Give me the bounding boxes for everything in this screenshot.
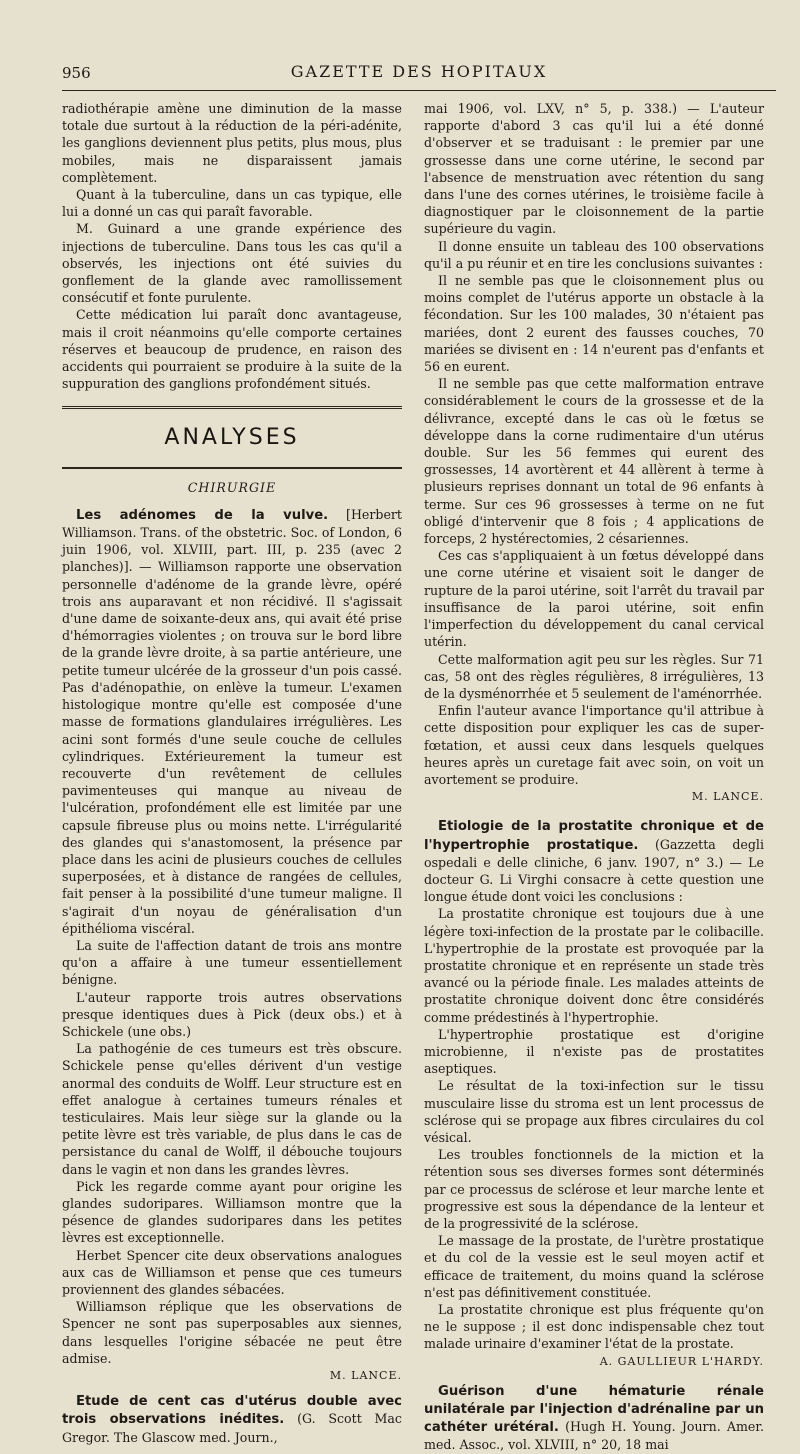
paragraph: Enfin l'auteur avance l'importance qu'il attribue à cette disposition pour expliquer les cas de super-fœtation, et aussi ceux dans lesquels quelques heures après un curetage fait avec soin, on voit un avortement se produire. [424,703,764,787]
article-title: Etiologie de la prostatite chronique et de l'hypertrophie prostatique. [424,819,764,853]
paragraph: La prostatite chronique est toujours due à une légère toxi-infection de la prostate par le colibacille. L'hypertrophie de la prostate est provoquée par la prostatite chronique et en représente un stade très avancé ou la période finale. Les malades atteints de prostatite chronique doivent donc être considérés comme prédestinés à l'hypertrophie. [424,906,764,1025]
paragraph: Les troubles fonctionnels de la miction et la rétention sous ses diverses formes sont déterminés par ce processus de sclérose et leur marche lente et progressive est sous la dépendance de la lenteur et de la progressivité de la sclérose. [424,1147,764,1231]
article-title: Guérison d'une hématurie rénale unilatérale par l'injection d'adrénaline par un cathéter urétéral. [424,1383,764,1436]
right-column [424,100,764,1454]
paragraph: L'auteur rapporte trois autres observations presque identiques dues à Pick (deux obs.) et à Schickele (une obs.) [62,989,402,1039]
paragraph: La suite de l'affection datant de trois ans montre qu'on a affaire à une tumeur essentiellement bénigne. [62,937,402,988]
paragraph: M. Guinard a une grande expérience des injections de tuberculine. Dans tous les cas qu'il a observés, les injections ont été suivies du gonflement de la glande avec ramollissement consécutif et fonte purulente. [62,221,402,306]
author-signature: M. LANCE. [691,790,764,804]
paragraph: Williamson réplique que les observations de Spencer ne sont pas superposables aux siennes, dans lesquelles l'origine sébacée ne peut être admise. [62,1299,402,1366]
article-reference: (Gazzetta degli ospedali e delle cliniche, 6 janv. 1907, n° 3.) — Le docteur G. Li Virghi consacre à cette question une longue étude dont voici les conclusions : [424,836,764,905]
article-title: Etude de cent cas d'utérus double avec trois observations inédites. [62,1394,402,1428]
paragraph: Il donne ensuite un tableau des 100 observations qu'il a pu réunir et en tire les conclusions suivantes : [424,238,764,271]
paragraph: Herbet Spencer cite deux observations analogues aux cas de Williamson et pense que ces tumeurs proviennent des glandes sébacées. [62,1247,402,1297]
paragraph: L'hypertrophie prostatique est d'origine microbienne, il n'existe pas de prostatites aseptiques. [424,1026,764,1077]
article-reference: [Herbert Williamson. Trans. of the obstetric. Soc. of London, 6 juin 1906, vol. XLVIII, part. III, p. 235 (avec 2 planches)]. — [62,506,402,575]
paragraph: Il ne semble pas que cette malformation entrave considérablement le cours de la grossesse et de la délivrance, excepté dans le cas où le fœtus se développe dans la corne rudimentaire d'un utérus double. Sur les 56 femmes qui eurent des grossesses, 14 avortèrent et 44 allèrent à terme à plusieurs reprises donnant un total de 96 enfants à terme. Sur ces 96 grossesses à terme on ne fut obligé d'intervenir que 8 fois ; 4 applications de forceps, 2 hystérectomies, 2 césariennes. [424,376,764,547]
paragraph: radiothérapie amène une diminution de la masse totale due surtout à la réduction de la péri-adénite, les ganglions deviennent plus petits, plus mous, plus mobiles, mais ne disparaissent jamais complètement. [62,101,402,185]
paragraph: Ces cas s'appliquaient à un fœtus développé dans une corne utérine et visaient soit le danger de rupture de la paroi utérine, soit l'arrêt du travail par insuffisance de la paroi utérine, soit enfin l'imperfection du développement du canal cervical utérin. [424,548,764,650]
page-header [62,60,776,91]
paragraph: La prostatite chronique est plus fréquente qu'on ne le suppose ; il est donc indispensable chez tout malade urinaire d'examiner l'état de la prostate. [424,1302,764,1352]
section-divider [62,406,402,409]
paragraph: Cette médication lui paraît donc avantageuse, mais il croit néanmoins qu'elle comporte certaines réserves et beaucoup de prudence, en raison des accidents qui pourraient se produire à la suite de la suppuration des ganglions profondément situés. [62,307,402,392]
article-reference: (Hugh H. Young. Journ. Amer. med. Assoc., vol. XLVIII, n° 20, 18 mai [424,1419,764,1453]
paragraph: Cette malformation agit peu sur les règles. Sur 71 cas, 58 ont des règles régulières, 8 irrégulières, 13 de la dysménorrhée et 5 seulement de l'aménorrhée. [424,651,764,701]
paragraph: La pathogénie de ces tumeurs est très obscure. Schickele pense qu'elles dérivent d'un vestige anormal des conduits de Wolff. Leur structure est en effet analogue à certaines tumeurs rénales et testiculaires. Mais leur siège sur la glande ou la petite lèvre est très variable, de plus dans le cas de persistance du canal de Wolff, il débouche toujours dans le vagin et non dans les grandes lèvres. [62,1041,402,1177]
paragraph: Le résultat de la toxi-infection sur le tissu musculaire lisse du stroma est un lent processus de sclérose qui se propage aux fibres circulaires du col vésical. [424,1078,764,1145]
article-reference: (G. Scott Mac Gregor. The Glascow med. Journ., [62,1411,402,1445]
page-number: 956 [62,64,91,82]
section-subtitle: CHIRURGIE [187,479,277,495]
paragraph: mai 1906, vol. LXV, n° 5, p. 338.) — L'auteur rapporte d'abord 3 cas qu'il lui a été donné d'observer et se traduisant : le premier par une grossesse dans une corne utérine, le second par l'absence de menstruation avec rétention du sang dans l'une des cornes utérines, le troisième facile à diagnostiquer par le cloisonnement de la partie supérieure du vagin. [424,101,764,237]
paragraph: Le massage de la prostate, de l'urètre prostatique et du col de la vessie est le seul moyen actif et efficace de traitement, du moins quand la sclérose n'est pas définitivement constituée. [424,1233,764,1300]
section-title: ANALYSES [164,425,300,451]
paragraph: Il ne semble pas que le cloisonnement plus ou moins complet de l'utérus apporte un obstacle à la fécondation. Sur les 100 malades, 30 n'étaient pas mariées, dont 2 eurent des fausses couches, 70 mariées se divisent en : 14 n'eurent pas d'enfants et 56 en eurent. [424,273,764,375]
section-divider [62,467,402,469]
paragraph: Pick les regarde comme ayant pour origine les glandes sudoripares. Williamson montre que la pésence de glandes sudoripares dans les petites lèvres est exceptionnelle. [62,1178,402,1246]
article-title: Les adénomes de la vulve. [76,507,329,523]
paragraph: Quant à la tuberculine, dans un cas typique, elle lui a donné un cas qui paraît favorable. [62,187,402,220]
left-column [62,100,402,1446]
author-signature: A. GAULLIEUR L'HARDY. [599,1354,764,1368]
author-signature: M. LANCE. [329,1369,402,1383]
running-title: GAZETTE DES HOPITAUX [290,62,548,81]
paragraph: Williamson rapporte une observation personnelle d'adénome de la grande lèvre, opéré trois ans auparavant et non récidivé. Il s'agissait d'une dame de soixante-deux ans, qui avait été prise d'hémorragies violentes ; on trouva sur le bord libre de la grande lèvre droite, à sa partie antérieure, une petite tumeur ulcérée de la grosseur d'un pois cassé. Pas d'adénopathie, on enlève la tumeur. L'examen histologique montre qu'elle est composée d'une masse de formations glandulaires irrégulières. Les acini sont formés d'une seule couche de cellules cylindriques. Extérieurement la tumeur est recouverte d'un revêtement de cellules pavimenteuses qui manque au niveau de l'ulcération, profondément elle est limitée par une capsule fibreuse plus ou moins nette. L'irrégularité des glandes qui s'anastomosent, la présence par place dans les acini de plusieurs couches de cellules superposées, et à distance de rangées de cellules, fait penser à la possibilité d'une tumeur maligne. Il s'agirait d'un noyau de généralisation d'un épithélioma viscéral. [62,559,402,936]
